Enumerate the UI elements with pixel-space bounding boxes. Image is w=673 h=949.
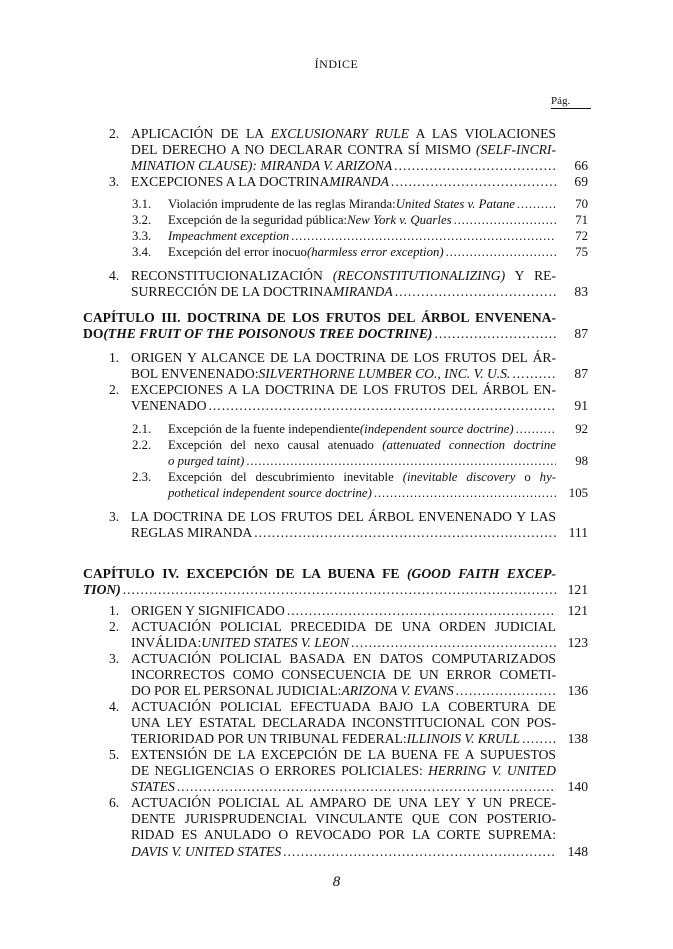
- dot-leader: [434, 326, 556, 342]
- chapter-title: CAPÍTULO IV. EXCEPCIÓN DE LA BUENA FE: [83, 566, 407, 581]
- entry-text: STATES: [131, 779, 175, 795]
- chapter-title: (GOOD FAITH EXCEP-: [406, 566, 556, 581]
- entry-text: DE NEGLIGENCIAS O ERRORES POLICIALES:: [131, 763, 429, 779]
- entry-number: 2.2.: [132, 438, 152, 452]
- entry-page-number: 148: [567, 843, 588, 859]
- entry-text: EXCEPCIONES A LA DOCTRINA DE LOS FRUTOS DEL ÁRBOL EN-: [131, 382, 556, 397]
- chapter-entry[interactable]: [83, 310, 588, 342]
- entry-number: 1.: [109, 350, 120, 365]
- entry-number: 2.: [109, 126, 120, 141]
- entry-page-number: 123: [567, 635, 588, 651]
- entry-page-number: 136: [567, 683, 588, 699]
- entry-page-number: 71: [575, 213, 588, 227]
- entry-number: 2.: [109, 382, 120, 397]
- entry-text: HERRING V. UNITED: [428, 763, 556, 779]
- dot-leader: [454, 212, 556, 228]
- entry-text: BOL ENVENENADO:: [131, 366, 259, 382]
- entry-text: DO POR EL PERSONAL JUDICIAL:: [131, 683, 342, 699]
- entry-number: 6.: [109, 795, 120, 810]
- entry-text: (inevitable discovery: [402, 470, 516, 484]
- entry-text: Excepción del descubrimiento inevitable: [168, 470, 403, 484]
- entry-text: LA DOCTRINA DE LOS FRUTOS DEL ÁRBOL ENVENENADO Y LAS: [131, 509, 556, 524]
- toc-entry[interactable]: [109, 174, 588, 190]
- toc-entry[interactable]: [132, 244, 588, 260]
- entry-text: pothetical independent source doctrine): [168, 486, 372, 501]
- entry-page-number: 92: [575, 422, 588, 436]
- dot-leader: [517, 196, 556, 212]
- dot-leader: [246, 453, 556, 469]
- entry-text: DENTE JURISPRUDENCIAL VINCULANTE QUE CON POSTERIO-: [131, 811, 556, 827]
- entry-page-number: 121: [567, 603, 588, 618]
- entry-text: o: [515, 470, 540, 484]
- entry-page-number: 70: [575, 197, 588, 211]
- entry-page-number: 98: [575, 454, 588, 469]
- entry-text: o purged taint): [168, 454, 245, 469]
- entry-text: SURRECCIÓN DE LA DOCTRINA: [131, 284, 334, 300]
- toc-entry[interactable]: [109, 382, 588, 414]
- entry-text: ILLINOIS V. KRULL: [406, 731, 521, 747]
- entry-text: EXCEPCIONES A LA DOCTRINA: [131, 174, 330, 189]
- entry-text: APLICACIÓN DE LA: [131, 126, 271, 141]
- dot-leader: [209, 398, 556, 414]
- dot-leader: [395, 284, 556, 300]
- entry-text: ACTUACIÓN POLICIAL AL AMPARO DE UNA LEY Y UN PRECE-: [131, 795, 556, 810]
- chapter-title: CAPÍTULO III. DOCTRINA DE LOS FRUTOS DEL ÁRBOL ENVENENA-: [83, 310, 556, 325]
- entry-text: INVÁLIDA:: [131, 635, 202, 651]
- entry-text: New York v. Quarles: [347, 213, 452, 227]
- running-head: ÍNDICE: [314, 57, 359, 71]
- entry-text: SILVERTHORNE LUMBER CO., INC. V. U.S.: [258, 366, 511, 382]
- entry-text: Y RE-: [505, 268, 556, 283]
- entry-number: 3.: [109, 509, 120, 524]
- toc-entry[interactable]: [132, 196, 588, 212]
- entry-page-number: 140: [567, 779, 588, 795]
- entry-page-number: 121: [567, 582, 588, 598]
- entry-number: 3.3.: [132, 229, 152, 243]
- dot-leader: [516, 421, 556, 437]
- toc-entry[interactable]: [132, 437, 588, 469]
- dot-leader: [287, 603, 556, 619]
- dot-leader: [456, 683, 556, 699]
- entry-page-number: 138: [567, 731, 588, 747]
- entry-text: UNITED STATES V. LEON: [201, 635, 350, 651]
- entry-text: EXTENSIÓN DE LA EXCEPCIÓN DE LA BUENA FE A SUPUESTOS: [131, 747, 556, 762]
- entry-text: Excepción del nexo causal atenuado: [168, 438, 383, 452]
- toc-entry[interactable]: [109, 603, 588, 619]
- entry-text: ORIGEN Y SIGNIFICADO: [131, 603, 285, 618]
- toc-entry[interactable]: [109, 126, 588, 175]
- toc-entry[interactable]: [109, 651, 588, 700]
- entry-number: 2.3.: [132, 470, 152, 484]
- page-folio: 8: [332, 874, 341, 890]
- chapter-title: (THE FRUIT OF THE POISONOUS TREE DOCTRINE): [103, 326, 433, 342]
- toc-entry[interactable]: [109, 268, 588, 300]
- entry-text: Violación imprudente de las reglas Miranda:: [168, 197, 396, 211]
- entry-text: (attenuated connection doctrine: [382, 438, 556, 452]
- dot-leader: [291, 228, 556, 244]
- entry-text: United States v. Patane: [395, 197, 515, 211]
- toc-entry[interactable]: [109, 699, 588, 748]
- dot-leader: [394, 158, 556, 174]
- entry-text: RIDAD ES ANULADO O REVOCADO POR LA CORTE SUPREMA:: [131, 827, 556, 843]
- entry-text: VENENADO: [131, 398, 207, 414]
- toc-entry[interactable]: [109, 350, 588, 382]
- entry-text: EXCLUSIONARY RULE: [270, 126, 410, 141]
- toc-entry[interactable]: [109, 795, 588, 860]
- chapter-title: DO: [83, 326, 104, 342]
- toc-entry[interactable]: [132, 421, 588, 437]
- entry-text: INCORRECTOS COMO CONSECUENCIA DE UN ERROR COMETI-: [131, 667, 556, 683]
- dot-leader: [522, 731, 556, 747]
- page-column-label: Pág.: [551, 95, 591, 109]
- chapter-title: TION): [83, 582, 121, 598]
- entry-text: ACTUACIÓN POLICIAL PRECEDIDA DE UNA ORDEN JUDICIAL: [131, 619, 556, 634]
- toc-entry[interactable]: [132, 212, 588, 228]
- entry-text: ACTUACIÓN POLICIAL BASADA EN DATOS COMPUTARIZADOS: [131, 651, 556, 666]
- dot-leader: [123, 582, 556, 598]
- entry-page-number: 72: [575, 229, 588, 243]
- dot-leader: [254, 525, 556, 541]
- entry-page-number: 91: [574, 398, 588, 414]
- entry-text: UNA LEY ESTATAL DECLARADA INCONSTITUCIONAL CON POS-: [131, 715, 556, 731]
- entry-number: 3.: [109, 651, 120, 666]
- entry-text: hy-: [539, 470, 557, 484]
- entry-number: 2.: [109, 619, 120, 634]
- entry-text: (independent source doctrine): [359, 422, 514, 436]
- entry-text: Excepción del error inocuo: [168, 245, 307, 259]
- entry-text: ARIZONA V. EVANS: [341, 683, 454, 699]
- entry-text: ORIGEN Y ALCANCE DE LA DOCTRINA DE LOS FRUTOS DEL ÁR-: [131, 350, 556, 365]
- dot-leader: [391, 174, 556, 190]
- entry-text: REGLAS MIRANDA: [131, 525, 253, 541]
- entry-number: 3.1.: [132, 197, 152, 211]
- entry-page-number: 87: [574, 366, 588, 382]
- entry-text: (harmless error exception): [306, 245, 444, 259]
- entry-page-number: 87: [574, 326, 588, 342]
- entry-text: TERIORIDAD POR UN TRIBUNAL FEDERAL:: [131, 731, 407, 747]
- entry-number: 5.: [109, 747, 120, 762]
- entry-text: MIRANDA: [333, 284, 393, 300]
- entry-text: DAVIS V. UNITED STATES: [131, 843, 282, 859]
- entry-text: Impeachment exception: [168, 229, 290, 243]
- toc-entry[interactable]: [132, 469, 588, 501]
- entry-text: Excepción de la seguridad pública:: [168, 213, 348, 227]
- entry-number: 4.: [109, 268, 120, 283]
- entry-text: MIRANDA: [329, 174, 389, 189]
- toc-entry[interactable]: [132, 228, 588, 244]
- toc-entry[interactable]: [109, 509, 588, 541]
- dot-leader: [177, 779, 556, 795]
- entry-number: 1.: [109, 603, 120, 618]
- entry-text: A LAS VIOLACIONES: [409, 126, 556, 141]
- dot-leader: [512, 366, 556, 382]
- entry-text: DEL DERECHO A NO DECLARAR CONTRA SÍ MISMO: [131, 142, 476, 158]
- toc-entry[interactable]: [109, 747, 588, 796]
- dot-leader: [283, 844, 556, 860]
- entry-text: (RECONSTITUTIONALIZING): [332, 268, 506, 283]
- chapter-entry[interactable]: [83, 566, 588, 598]
- entry-number: 3.2.: [132, 213, 152, 227]
- dot-leader: [446, 244, 556, 260]
- entry-number: 2.1.: [132, 422, 152, 436]
- entry-text: (SELF-INCRI-: [475, 142, 556, 158]
- entry-page-number: 83: [574, 284, 588, 300]
- entry-text: ACTUACIÓN POLICIAL EFECTUADA BAJO LA COBERTURA DE: [131, 699, 556, 714]
- entry-number: 4.: [109, 699, 120, 714]
- entry-page-number: 75: [575, 245, 588, 259]
- dot-leader: [351, 635, 556, 651]
- entry-page-number: 111: [568, 525, 588, 541]
- entry-number: 3.4.: [132, 245, 152, 259]
- entry-page-number: 66: [574, 158, 588, 174]
- entry-text: MINATION CLAUSE): MIRANDA V. ARIZONA: [131, 158, 393, 174]
- entry-text: RECONSTITUCIONALIZACIÓN: [131, 268, 333, 283]
- dot-leader: [374, 485, 556, 501]
- toc-entry[interactable]: [109, 619, 588, 651]
- entry-number: 3.: [109, 174, 120, 189]
- entry-text: Excepción de la fuente independiente: [168, 422, 360, 436]
- entry-page-number: 105: [568, 486, 588, 501]
- entry-page-number: 69: [574, 174, 588, 189]
